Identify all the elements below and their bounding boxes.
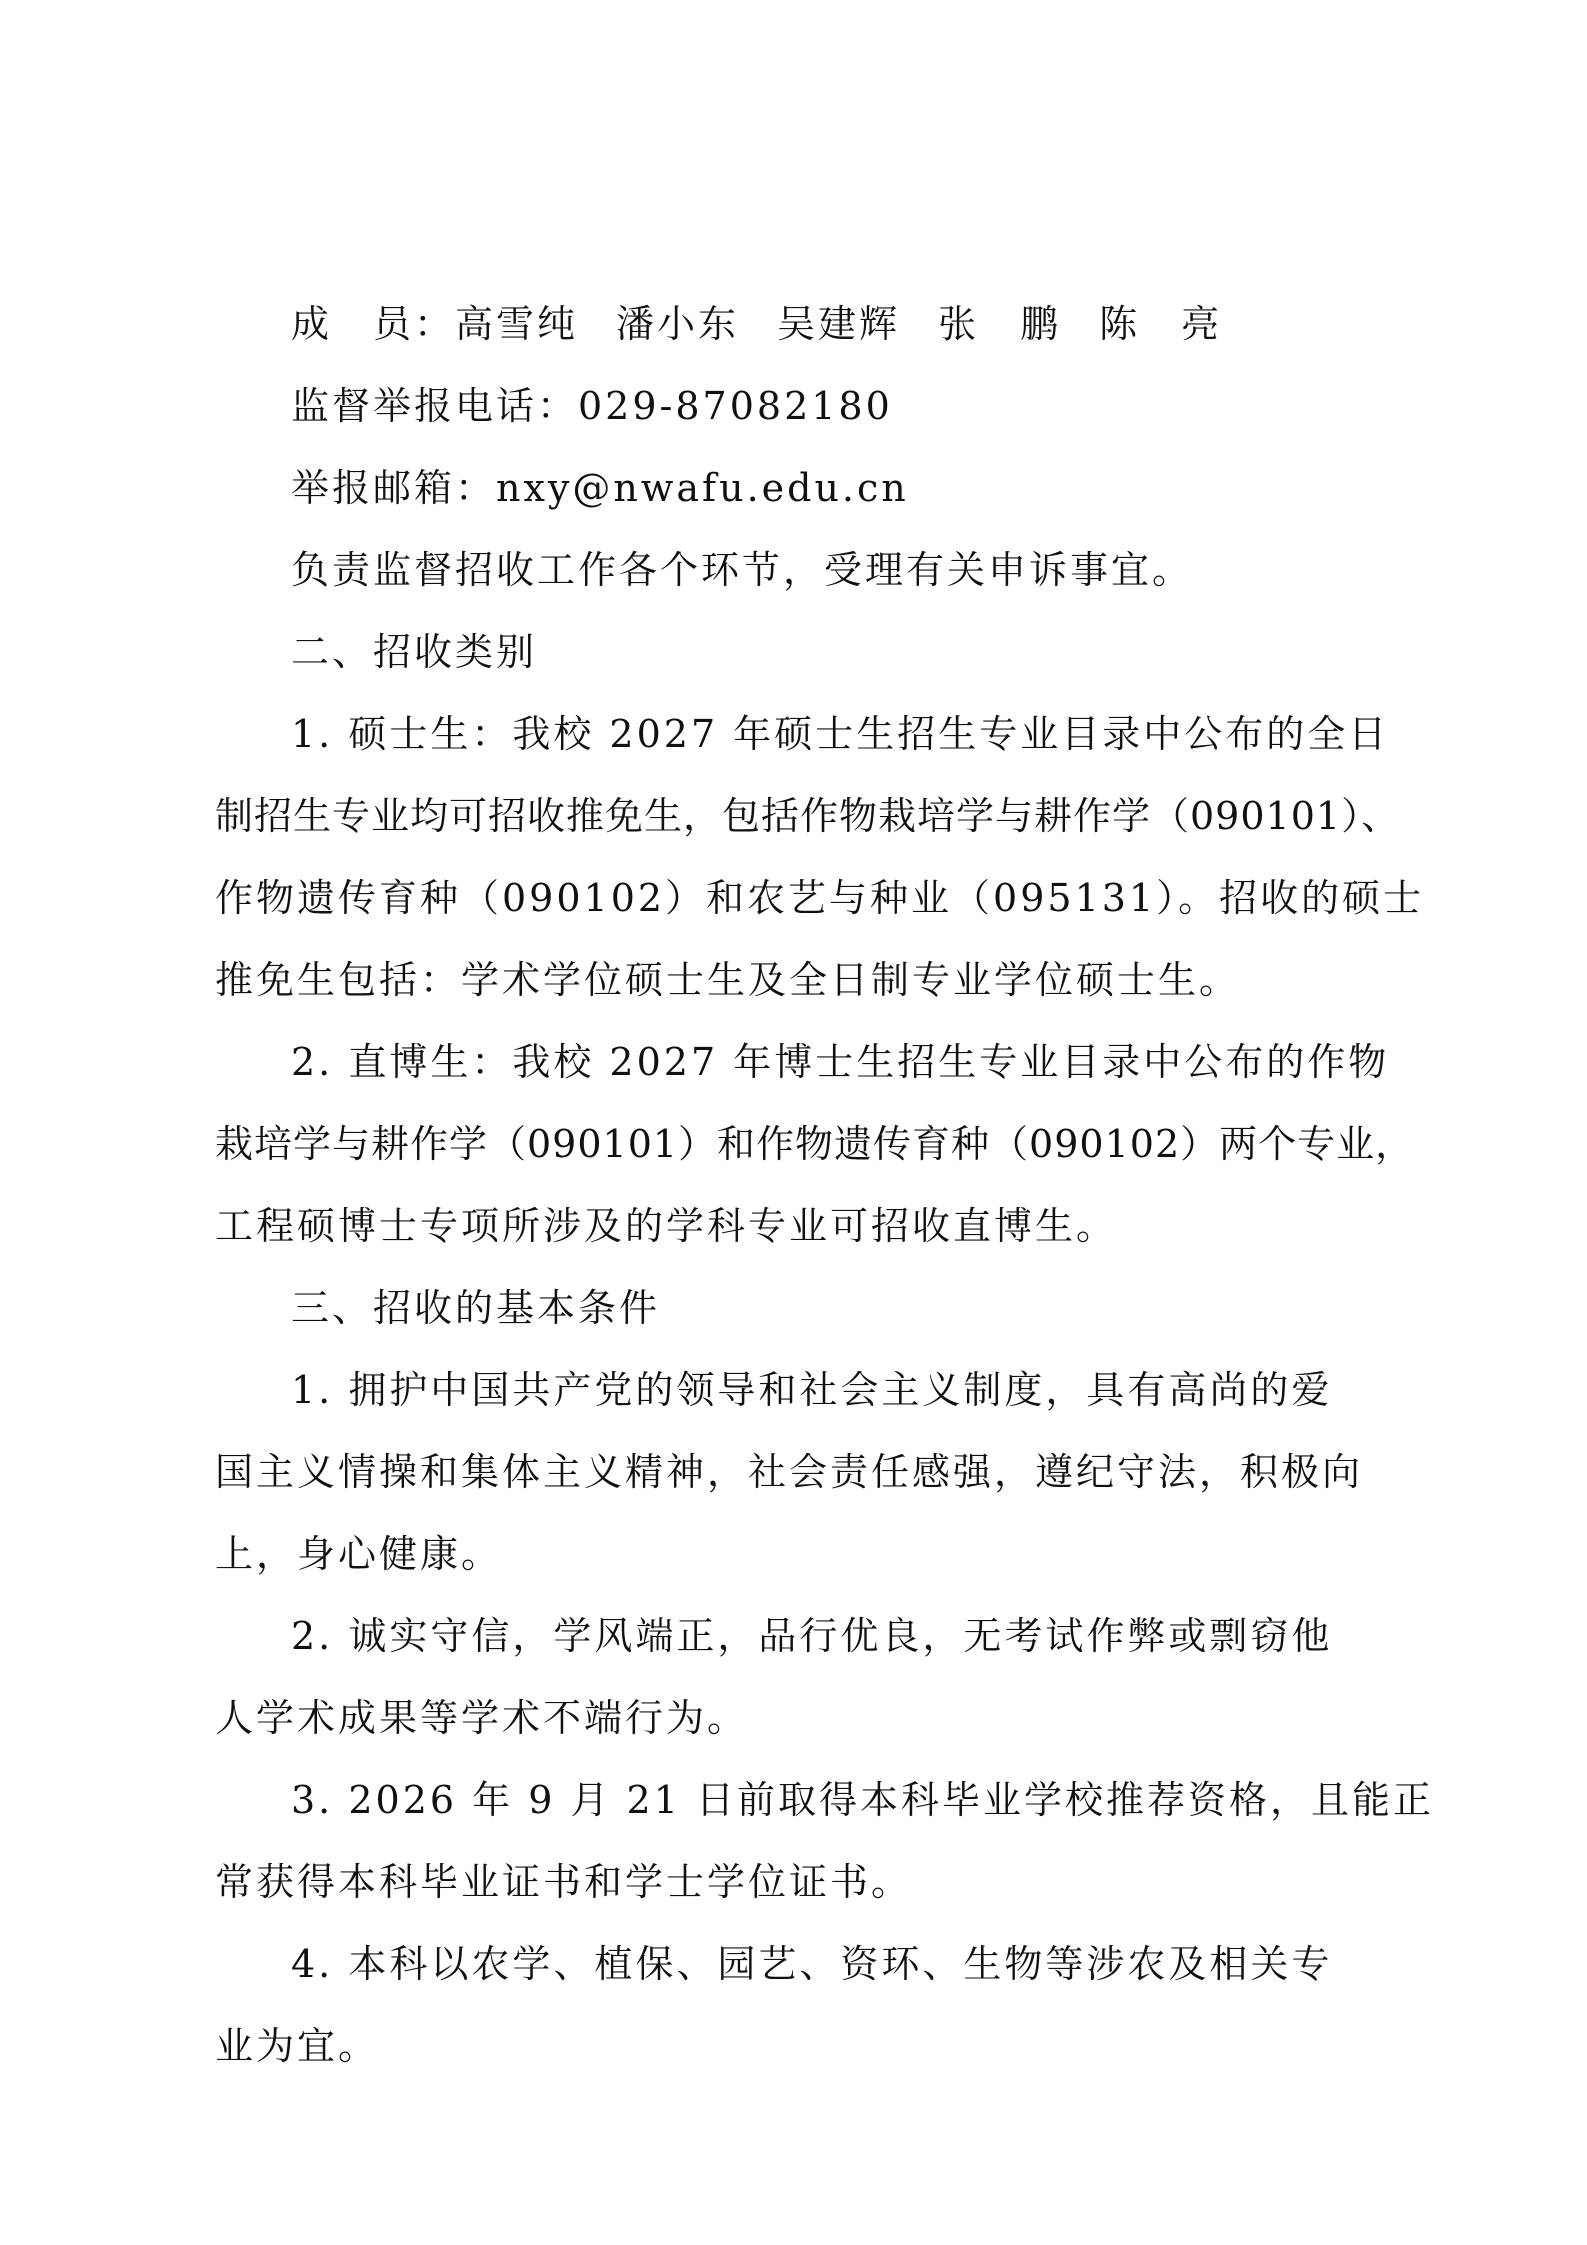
members-line [215, 283, 1390, 365]
paragraph-line: 2. 诚实守信，学风端正，品行优良，无考试作弊或剽窃他 [291, 1614, 1333, 1658]
paragraph-line: 栽培学与耕作学（090101）和作物遗传育种（090102）两个专业， [215, 1122, 1415, 1166]
paragraph-master-students [215, 693, 1425, 1021]
paragraph-condition-2 [215, 1595, 1390, 1759]
paragraph-line: 常获得本科毕业证书和学士学位证书。 [215, 1860, 913, 1904]
paragraph-line: 作物遗传育种（090102）和农艺与种业（095131）。招收的硕士 [215, 876, 1425, 920]
paragraph-line: 业为宜。 [215, 2024, 380, 2068]
paragraph-condition-4 [215, 1923, 1390, 2087]
member-name: 高雪纯 [455, 302, 579, 346]
duty-line: 负责监督招收工作各个环节，受理有关申诉事宜。 [291, 548, 1194, 592]
paragraph-line: 制招生专业均可招收推免生，包括作物栽培学与耕作学（090101）、 [215, 794, 1401, 838]
section-heading-conditions: 三、招收的基本条件 [291, 1286, 661, 1330]
email-line: 举报邮箱：nxy@nwafu.edu.cn [291, 466, 909, 510]
paragraph-line: 1. 硕士生：我校 2027 年硕士生招生专业目录中公布的全日 [291, 712, 1390, 756]
paragraph-line: 1. 拥护中国共产党的领导和社会主义制度，具有高尚的爱 [291, 1368, 1333, 1412]
document-page [215, 283, 1434, 2087]
paragraph-line: 4. 本科以农学、植保、园艺、资环、生物等涉农及相关专 [291, 1942, 1333, 1986]
paragraph-line: 工程硕博士专项所涉及的学科专业可招收直博生。 [215, 1204, 1118, 1248]
paragraph-condition-1 [215, 1349, 1390, 1595]
paragraph-line: 3. 2026 年 9 月 21 日前取得本科毕业学校推荐资格，且能正 [291, 1778, 1434, 1822]
member-name: 潘小东 [616, 302, 740, 346]
paragraph-condition-3 [215, 1759, 1434, 1923]
paragraph-direct-phd [215, 1021, 1415, 1267]
section-heading-categories: 二、招收类别 [291, 630, 538, 674]
member-name: 陈 亮 [1099, 302, 1223, 346]
paragraph-line: 上，身心健康。 [215, 1532, 503, 1576]
phone-line: 监督举报电话：029-87082180 [291, 384, 893, 428]
paragraph-line: 2. 直博生：我校 2027 年博士生招生专业目录中公布的作物 [291, 1040, 1390, 1084]
member-name: 吴建辉 [777, 302, 901, 346]
paragraph-line: 推免生包括：学术学位硕士生及全日制专业学位硕士生。 [215, 958, 1241, 1002]
paragraph-line: 人学术成果等学术不端行为。 [215, 1696, 749, 1740]
members-label: 成 员： [291, 302, 456, 346]
paragraph-line: 国主义情操和集体主义精神，社会责任感强，遵纪守法，积极向 [215, 1450, 1364, 1494]
member-name: 张 鹏 [938, 302, 1062, 346]
